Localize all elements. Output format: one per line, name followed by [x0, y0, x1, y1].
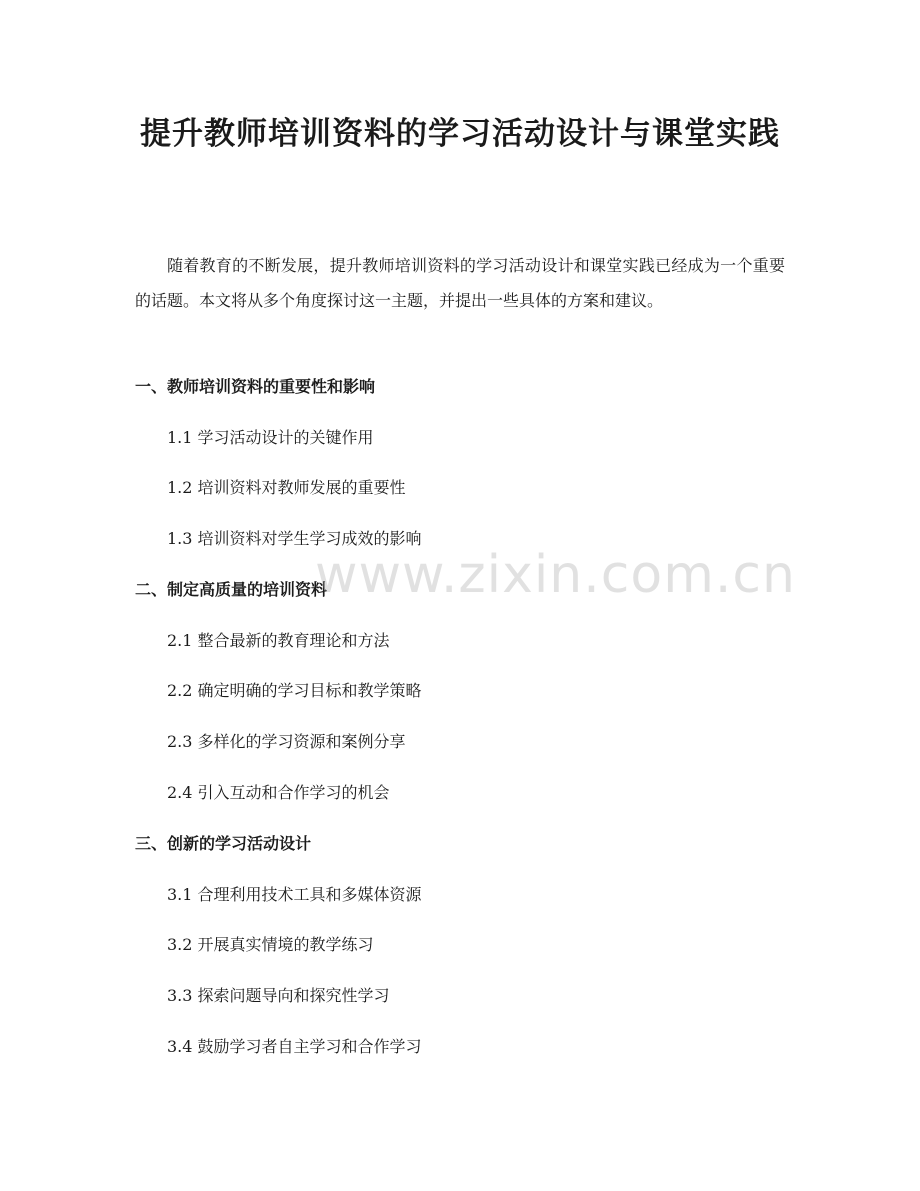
- subsection-1-2: 1.2 培训资料对教师发展的重要性: [167, 478, 406, 497]
- subsection-2-3: 2.3 多样化的学习资源和案例分享: [167, 732, 406, 751]
- subsection-1-1: 1.1 学习活动设计的关键作用: [167, 428, 374, 447]
- intro-paragraph: 随着教育的不断发展，提升教师培训资料的学习活动设计和课堂实践已经成为一个重要的话题。本文将从多个角度探讨这一主题，并提出一些具体的方案和建议。: [135, 256, 785, 310]
- watermark-text: www.zixin.com.cn: [315, 545, 796, 605]
- subsection-2-4: 2.4 引入互动和合作学习的机会: [167, 783, 390, 802]
- section-heading-2: 二、制定高质量的培训资料: [135, 580, 328, 599]
- document-title: 提升教师培训资料的学习活动设计与课堂实践: [140, 116, 780, 152]
- subsection-3-3: 3.3 探索问题导向和探究性学习: [167, 986, 390, 1005]
- subsection-3-2: 3.2 开展真实情境的教学练习: [167, 935, 374, 954]
- subsection-2-1: 2.1 整合最新的教育理论和方法: [167, 631, 390, 650]
- subsection-2-2: 2.2 确定明确的学习目标和教学策略: [167, 681, 422, 700]
- section-heading-1: 一、教师培训资料的重要性和影响: [135, 377, 376, 396]
- section-heading-3: 三、创新的学习活动设计: [135, 834, 312, 853]
- subsection-3-4: 3.4 鼓励学习者自主学习和合作学习: [167, 1037, 422, 1056]
- subsection-3-1: 3.1 合理利用技术工具和多媒体资源: [167, 885, 422, 904]
- subsection-1-3: 1.3 培训资料对学生学习成效的影响: [167, 529, 422, 548]
